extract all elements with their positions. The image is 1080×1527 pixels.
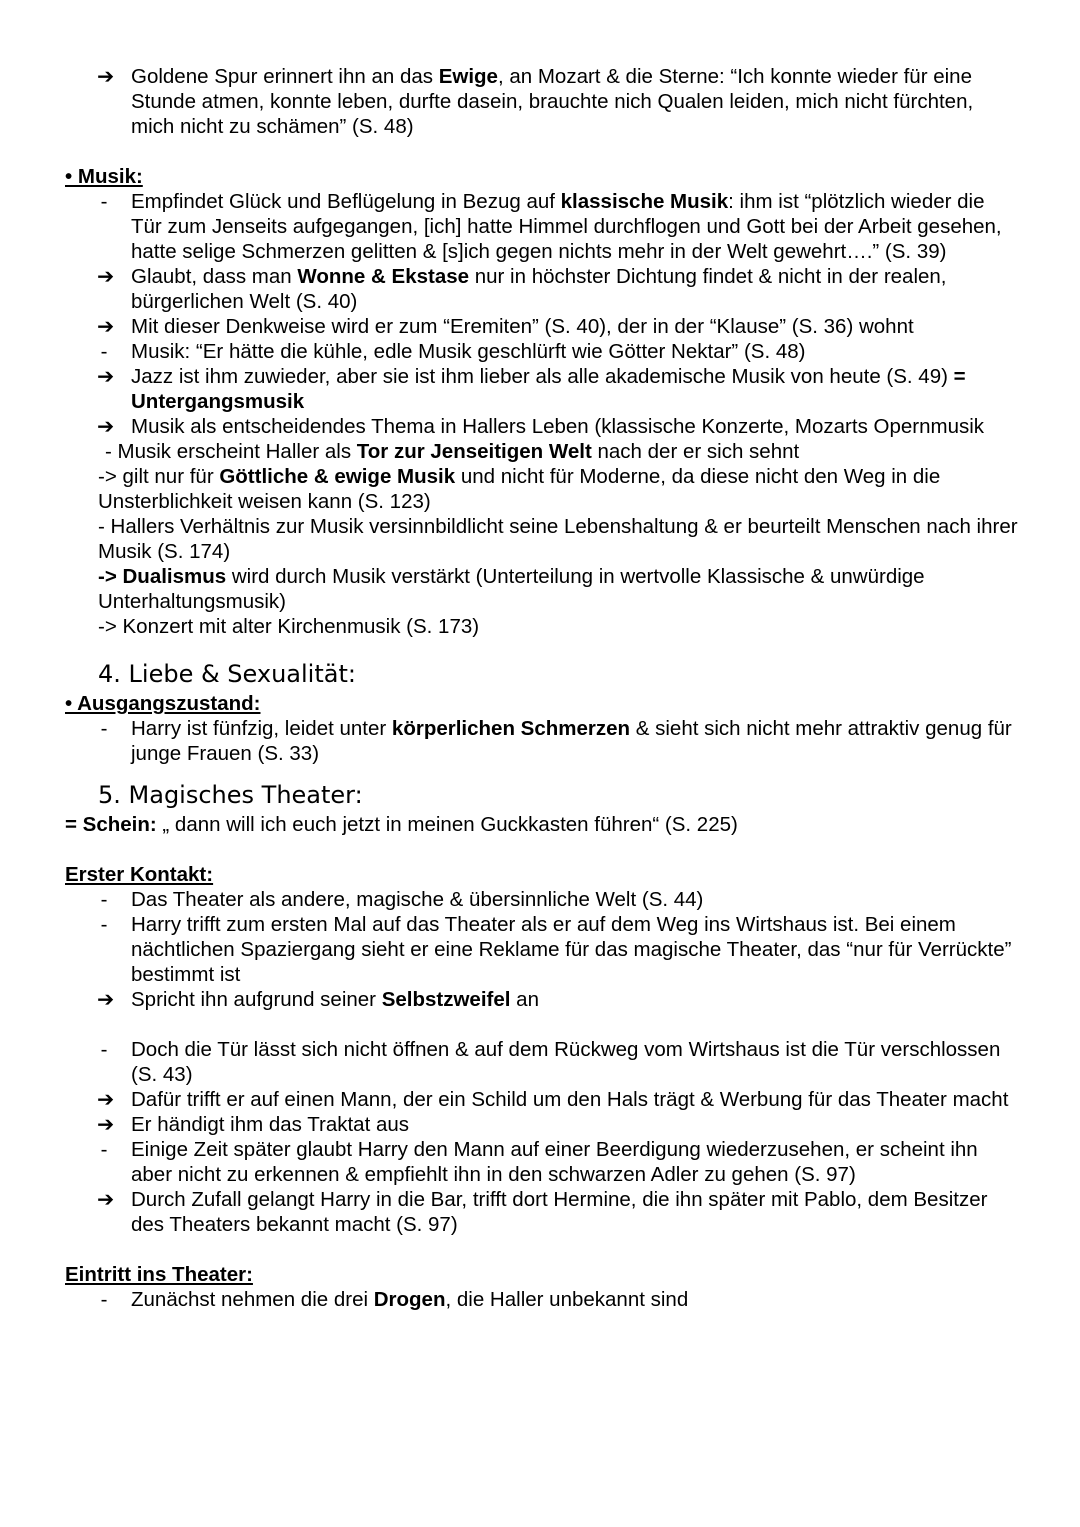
bold-term: -> Dualismus bbox=[98, 565, 227, 588]
text-run: und nicht für Moderne, da diese nicht den Weg in die Unsterblichkeit weisen kann (S. 123) bbox=[98, 465, 941, 513]
text-run: wird durch Musik verstärkt (Unterteilung in wertvolle Klassische & unwürdige Unterhaltungsmusik) bbox=[98, 565, 925, 613]
arrow-right-icon: ➔ bbox=[97, 1087, 115, 1111]
arrow-list-item bbox=[0, 1187, 1080, 1237]
paragraph: - Hallers Verhältnis zur Musik versinnbildlicht seine Lebenshaltung & er beurteilt Menschen nach ihrer Musik (S. 174) bbox=[98, 515, 1018, 563]
text-run: Spricht ihn aufgrund seiner bbox=[131, 988, 382, 1011]
list-item-text: Er händigt ihm das Traktat aus bbox=[131, 1113, 410, 1136]
section-title-theater: 5. Magisches Theater: bbox=[98, 781, 363, 809]
list-item-text: Doch die Tür lässt sich nicht öffnen & auf dem Rückweg vom Wirtshaus ist die Tür verschlossen (S. 43) bbox=[131, 1038, 1001, 1086]
paragraph bbox=[0, 464, 1080, 514]
list-item-text bbox=[131, 189, 1020, 264]
dash-list-item bbox=[0, 1287, 1080, 1312]
arrow-right-icon: ➔ bbox=[97, 64, 115, 88]
arrow-right-icon: ➔ bbox=[97, 314, 115, 338]
bold-term: Göttliche & ewige Musik bbox=[219, 465, 456, 488]
arrow-list-item bbox=[0, 64, 1080, 139]
text-run: Jazz ist ihm zuwieder, aber sie ist ihm lieber als alle akademische Musik von heute (S. 49) bbox=[131, 365, 954, 388]
bold-term: Drogen bbox=[373, 1288, 446, 1311]
eintritt-heading: Eintritt ins Theater: bbox=[65, 1263, 253, 1286]
bold-term: = Schein: bbox=[65, 813, 157, 836]
dash-list-item bbox=[0, 189, 1080, 264]
list-item-text: Dafür trifft er auf einen Mann, der ein Schild um den Hals trägt & Werbung für das Theater macht bbox=[131, 1088, 1009, 1111]
arrow-right-icon: ➔ bbox=[97, 364, 115, 388]
bold-term: Tor zur Jenseitigen Welt bbox=[356, 440, 592, 463]
paragraph bbox=[0, 812, 1080, 837]
text-run: Goldene Spur erinnert ihn an das bbox=[131, 65, 439, 88]
text-run: , an Mozart & die Sterne: “Ich konnte wieder für eine Stunde atmen, konnte leben, durfte dasein, brauchte nich Qualen leiden, mich nicht fürchten, mich nicht zu schämen” (S. 48) bbox=[131, 65, 974, 138]
text-run: „ dann will ich euch jetzt in meinen Guckkasten führen“ (S. 225) bbox=[156, 813, 738, 836]
bold-term: Selbstzweifel bbox=[381, 988, 511, 1011]
list-item-text bbox=[131, 364, 1020, 414]
text-run: -> gilt nur für bbox=[98, 465, 220, 488]
paragraph bbox=[0, 439, 1080, 464]
dash-marker: - bbox=[100, 913, 108, 936]
dash-list-item bbox=[0, 339, 1080, 364]
arrow-right-icon: ➔ bbox=[97, 1187, 115, 1211]
list-item-text bbox=[131, 987, 1020, 1012]
list-item-text: Durch Zufall gelangt Harry in die Bar, trifft dort Hermine, die ihn später mit Pablo, dem Besitzer des Theaters bekannt macht (S. 97) bbox=[131, 1188, 988, 1236]
list-item-text: Musik: “Er hätte die kühle, edle Musik geschlürft wie Götter Nektar” (S. 48) bbox=[131, 340, 806, 363]
arrow-right-icon: ➔ bbox=[97, 264, 115, 288]
erster-kontakt-heading: Erster Kontakt: bbox=[65, 863, 214, 886]
text-run: nach der er sich sehnt bbox=[591, 440, 800, 463]
bold-term: = Untergangsmusik bbox=[131, 365, 966, 413]
arrow-right-icon: ➔ bbox=[97, 414, 115, 438]
arrow-list-item bbox=[0, 1112, 1080, 1137]
text-run: Glaubt, dass man bbox=[131, 265, 298, 288]
paragraph bbox=[0, 564, 1080, 614]
dash-marker: - bbox=[100, 1138, 108, 1161]
arrow-list-item bbox=[0, 364, 1080, 414]
paragraph: -> Konzert mit alter Kirchenmusik (S. 173) bbox=[98, 615, 480, 638]
arrow-list-item bbox=[0, 264, 1080, 314]
dash-marker: - bbox=[100, 1288, 108, 1311]
list-item-text bbox=[131, 716, 1020, 766]
dash-list-item bbox=[0, 716, 1080, 766]
list-item-text: Mit dieser Denkweise wird er zum “Eremiten” (S. 40), der in der “Klause” (S. 36) wohnt bbox=[131, 315, 914, 338]
text-run: Empfindet Glück und Beflügelung in Bezug auf bbox=[131, 190, 561, 213]
ausgangszustand-heading: • Ausgangszustand: bbox=[65, 692, 261, 715]
bold-term: Ewige bbox=[438, 65, 498, 88]
spacer bbox=[0, 837, 1080, 862]
text-run: & sieht sich nicht mehr attraktiv genug für junge Frauen (S. 33) bbox=[131, 717, 1012, 765]
dash-marker: - bbox=[100, 190, 108, 213]
text-run: - Musik erscheint Haller als bbox=[105, 440, 357, 463]
dash-marker: - bbox=[100, 888, 108, 911]
text-run: : ihm ist “plötzlich wieder die Tür zum Jenseits aufgegangen, [ich] hatte Himmel durchflogen und Gott bei der Arbeit gesehen, hatte selige Schmerzen gelitten & [s]ich gegen nichts mehr in der Welt gewehrt….” (S. 39) bbox=[131, 190, 1002, 263]
bold-term: körperlichen Schmerzen bbox=[391, 717, 631, 740]
arrow-list-item bbox=[0, 314, 1080, 339]
arrow-list-item bbox=[0, 987, 1080, 1012]
dash-list-item bbox=[0, 912, 1080, 987]
list-item-text: Einige Zeit später glaubt Harry den Mann auf einer Beerdigung wiederzusehen, er scheint ihn aber nicht zu erkennen & empfiehlt ihn in den schwarzen Adler zu gehen (S. 97) bbox=[131, 1138, 978, 1186]
musik-heading: • Musik: bbox=[65, 165, 143, 188]
text-run: Zunächst nehmen die drei bbox=[131, 1288, 374, 1311]
spacer bbox=[0, 139, 1080, 164]
text-run: , die Haller unbekannt sind bbox=[445, 1288, 689, 1311]
dash-marker: - bbox=[100, 1038, 108, 1061]
list-item-text bbox=[131, 64, 1020, 139]
section-title-liebe: 4. Liebe & Sexualität: bbox=[98, 660, 356, 688]
spacer bbox=[0, 1237, 1080, 1262]
arrow-right-icon: ➔ bbox=[97, 1112, 115, 1136]
list-item-text: Musik als entscheidendes Thema in Hallers Leben (klassische Konzerte, Mozarts Opernmusik bbox=[131, 415, 985, 438]
list-item-text bbox=[131, 1287, 1020, 1312]
arrow-right-icon: ➔ bbox=[97, 987, 115, 1011]
document-body bbox=[0, 64, 1080, 1312]
list-item-text bbox=[131, 264, 1020, 314]
dash-list-item bbox=[0, 1037, 1080, 1087]
list-item-text: Das Theater als andere, magische & übersinnliche Welt (S. 44) bbox=[131, 888, 704, 911]
bold-term: klassische Musik bbox=[560, 190, 729, 213]
arrow-list-item bbox=[0, 1087, 1080, 1112]
bold-term: Wonne & Ekstase bbox=[297, 265, 470, 288]
text-run: Harry ist fünfzig, leidet unter bbox=[131, 717, 392, 740]
arrow-list-item bbox=[0, 414, 1080, 439]
dash-marker: - bbox=[100, 340, 108, 363]
text-run: an bbox=[510, 988, 539, 1011]
dash-marker: - bbox=[100, 717, 108, 740]
text-run: nur in höchster Dichtung findet & nicht in der realen, bürgerlichen Welt (S. 40) bbox=[131, 265, 947, 313]
spacer bbox=[0, 1012, 1080, 1037]
dash-list-item bbox=[0, 887, 1080, 912]
dash-list-item bbox=[0, 1137, 1080, 1187]
list-item-text: Harry trifft zum ersten Mal auf das Theater als er auf dem Weg ins Wirtshaus ist. Bei einem nächtlichen Spaziergang sieht er eine Reklame für das magische Theater, das “nur für Verrückte” bestimmt ist bbox=[131, 913, 1012, 986]
